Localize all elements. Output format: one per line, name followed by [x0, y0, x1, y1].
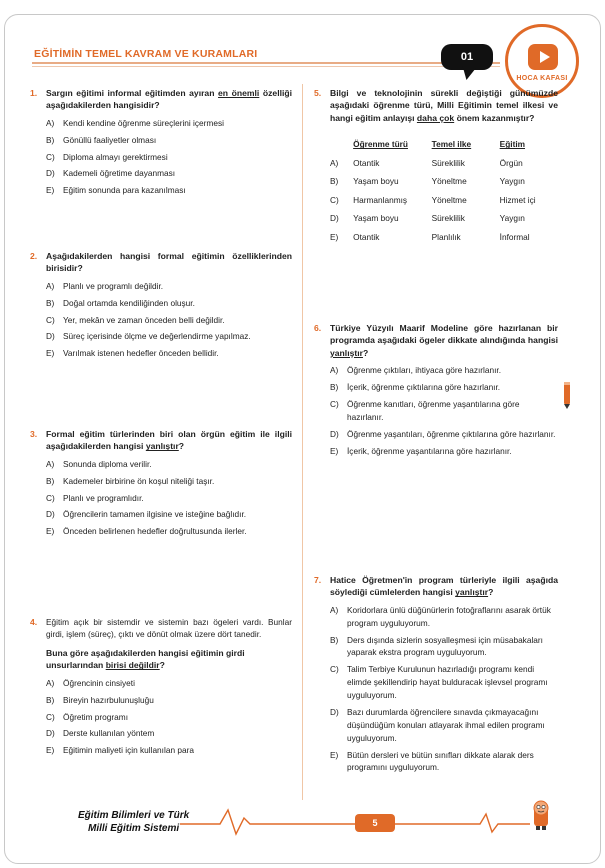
option-c[interactable]: C) Öğrenme kanıtları, öğrenme yaşantılarına göre hazırlanır.	[330, 399, 520, 422]
option-d[interactable]: D) Bazı durumlarda öğrencilere sınavda çıkmayacağını düşündüğüm konuları atlayarak ihmal edilen programı uyguluyorum.	[330, 706, 545, 743]
option-b[interactable]: B) Ders dışında sizlerin sosyalleşmesi için müsabakaları yaparak ekstra program uyguluyorum.	[330, 634, 543, 658]
column-divider	[302, 84, 303, 800]
play-icon	[528, 44, 558, 70]
question-5	[314, 87, 558, 249]
question-stem: Türkiye Yüzyılı Maarif Modeline göre hazırlanan bir programda aşağıdaki ögeler dikkate alındığında hangisi yanlıştır?	[330, 323, 558, 358]
table-header-row	[330, 138, 558, 156]
option-c[interactable]: C) Yer, mekân ve zaman önceden belli değildir.	[46, 314, 225, 325]
question-3	[30, 428, 292, 542]
pencil-icon	[560, 380, 574, 410]
question-number: 3.	[30, 429, 38, 439]
question-stem: Hatice Öğretmen'in program türleriyle ilgili aşağıda söylediği cümlelerden hangisi yanlıştır?	[330, 575, 558, 598]
option-b[interactable]: B) Doğal ortamda kendiliğinden oluşur.	[46, 297, 195, 308]
question-stem: Sargın eğitimi informal eğitimden ayıran en önemli özelliği aşağıdakilerden hangisidir?	[46, 88, 292, 111]
question-number: 2.	[30, 251, 38, 261]
option-d[interactable]: D) Kademeli öğretime dayanması	[46, 168, 176, 179]
option-b[interactable]: B) Bireyin hazırbulunuşluğu	[46, 694, 154, 705]
question-number: 6.	[314, 323, 322, 333]
option-b[interactable]: B) İçerik, öğrenme çıktılarına göre hazırlanır.	[330, 382, 501, 393]
options-list	[46, 280, 292, 360]
options-list	[46, 677, 292, 757]
column-header: Eğitim	[499, 139, 526, 150]
answer-table	[330, 138, 558, 249]
page-number: 5	[355, 814, 395, 832]
question-stem: Bilgi ve teknolojinin sürekli değiştiği günümüzde aşağıdaki öğrenme türü, Milli Eğitimin temel ilkesi ve hangi eğitim anlayışı daha çok önem kazanmıştır?	[330, 88, 558, 123]
options-list	[46, 458, 292, 538]
question-number: 1.	[30, 88, 38, 98]
option-e[interactable]: E) Varılmak istenen hedefler önceden bellidir.	[46, 348, 219, 359]
header-rule-thin	[32, 66, 500, 67]
question-number: 7.	[314, 575, 322, 585]
option-b[interactable]: B) Kademeler birbirine ön koşul niteliği taşır.	[46, 475, 215, 486]
option-e[interactable]: E) Eğitim sonunda para kazanılması	[46, 185, 186, 196]
option-a[interactable]: A) Planlı ve programlı değildir.	[46, 280, 164, 291]
logo-text: HOCA KAFASI	[516, 75, 568, 82]
mascot-icon	[528, 798, 554, 832]
option-a[interactable]: A) Öğrencinin cinsiyeti	[46, 677, 135, 688]
question-intro: Eğitim açık bir sistemdir ve sistemin bazı ögeleri vardı. Bunlar girdi, işlem (süreç), çıktı ve dönüt olmak üzere dört tanedir.	[46, 617, 292, 640]
question-stem: Buna göre aşağıdakilerden hangisi eğitimin girdi unsurlarından birisi değildir?	[46, 647, 245, 671]
option-c[interactable]: C) Öğretim programı	[46, 711, 129, 722]
option-a[interactable]: A) Sonunda diploma verilir.	[46, 458, 152, 469]
question-6	[314, 322, 558, 462]
option-d[interactable]: D) Derste kullanılan yöntem	[46, 728, 155, 739]
option-c[interactable]: C) Harmanlanmış Yöneltme Hizmet içi	[330, 194, 536, 205]
option-d[interactable]: D) Öğrencilerin tamamen ilgisine ve isteğine bağlıdır.	[46, 509, 247, 520]
options-list	[330, 604, 558, 774]
section-title: EĞİTİMİN TEMEL KAVRAM VE KURAMLARI	[34, 48, 258, 60]
option-e[interactable]: E) Bütün dersleri ve bütün sınıfları dikkate alarak ders programını uyguluyorum.	[330, 749, 534, 773]
question-4	[30, 616, 292, 761]
option-d[interactable]: D) Öğrenme yaşantıları, öğrenme çıktılarına göre hazırlanır.	[330, 428, 556, 439]
option-c[interactable]: C) Planlı ve programlıdır.	[46, 492, 144, 503]
question-1	[30, 87, 292, 201]
column-header: Öğrenme türü	[353, 139, 408, 150]
header-rule	[32, 62, 500, 64]
test-number-badge: 01	[441, 44, 493, 70]
option-c[interactable]: C) Talim Terbiye Kurulunun hazırladığı programı kendi elimde şekillendirip hayat bulduracak işlevsel programı uyguluyorum.	[330, 664, 548, 701]
footer-book-title: Eğitim Bilimleri ve Türk Milli Eğitim Sistemi	[78, 810, 190, 834]
option-e[interactable]: E) Otantik Planlılık İnformal	[330, 231, 530, 242]
option-e[interactable]: E) Eğitimin maliyeti için kullanılan para	[46, 745, 194, 756]
options-list	[330, 364, 558, 457]
option-d[interactable]: D) Yaşam boyu Süreklilik Yaygın	[330, 213, 525, 224]
option-c[interactable]: C) Diploma almayı gerektirmesi	[46, 151, 168, 162]
option-b[interactable]: B) Gönüllü faaliyetler olması	[46, 134, 157, 145]
question-stem: Formal eğitim türlerinden biri olan örgün eğitim ile ilgili aşağıdakilerden hangisi yanlıştır?	[46, 429, 292, 452]
option-b[interactable]: B) Yaşam boyu Yöneltme Yaygın	[330, 176, 525, 187]
option-a[interactable]: A) Otantik Süreklilik Örgün	[330, 157, 523, 168]
option-a[interactable]: A) Kendi kendine öğrenme süreçlerini içermesi	[46, 117, 224, 128]
question-7	[314, 574, 558, 778]
question-number: 4.	[30, 617, 38, 627]
option-a[interactable]: A) Öğrenme çıktıları, ihtiyaca göre hazırlanır.	[330, 365, 502, 376]
options-list	[46, 117, 292, 197]
question-2	[30, 250, 292, 364]
option-d[interactable]: D) Süreç içerisinde ölçme ve değerlendirme yapılmaz.	[46, 331, 251, 342]
question-stem: Aşağıdakilerden hangisi formal eğitimin özelliklerinden birisidir?	[46, 251, 292, 274]
question-number: 5.	[314, 88, 322, 98]
column-header: Temel ilke	[431, 139, 472, 150]
option-e[interactable]: E) Önceden belirlenen hedefler doğrultusunda ilerler.	[46, 526, 247, 537]
option-e[interactable]: E) İçerik, öğrenme yaşantılarına göre hazırlanır.	[330, 445, 512, 456]
option-a[interactable]: A) Koridorlara ünlü düğünürlerin fotoğraflarını asarak örtük program uyguluyorum.	[330, 604, 551, 628]
